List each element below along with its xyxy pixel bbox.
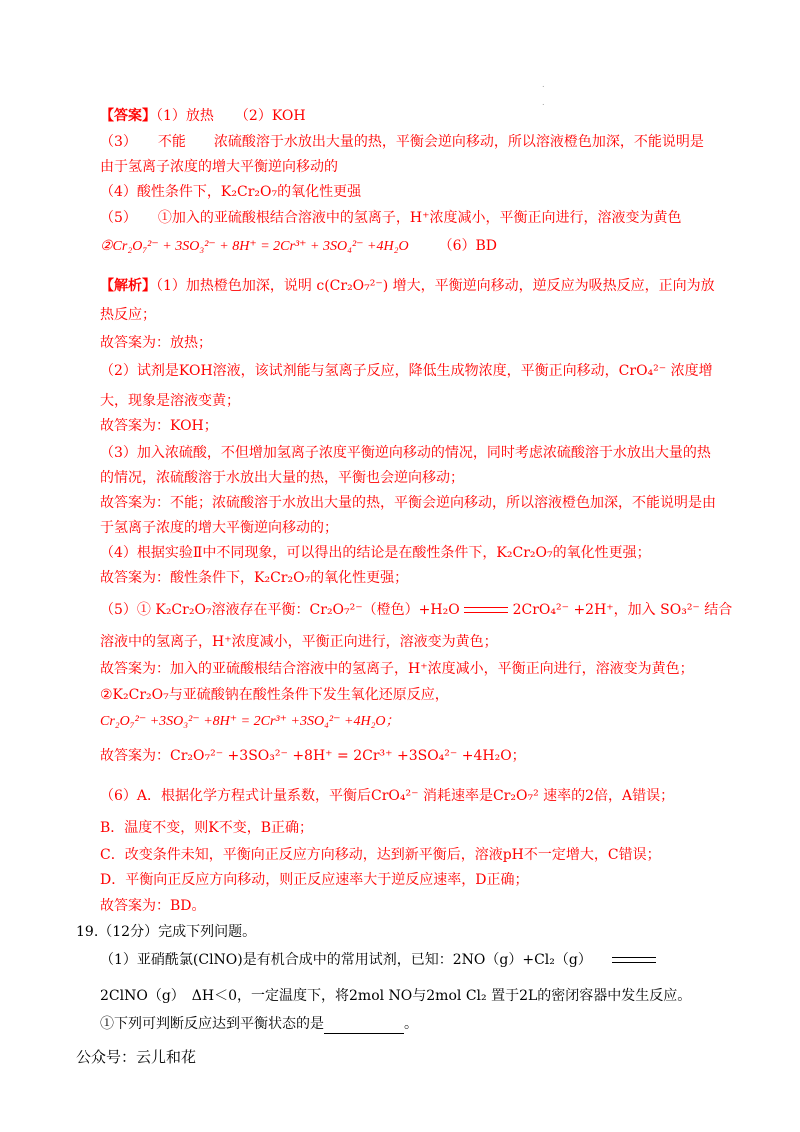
answer-line-1 bbox=[100, 106, 306, 126]
analysis-line-10: 于氢离子浓度的增大平衡逆向移动的； bbox=[100, 520, 338, 536]
equilibrium-arrow-icon bbox=[464, 603, 508, 617]
analysis-line-6: 故答案为：KOH； bbox=[100, 418, 218, 434]
equilibrium-arrow-icon bbox=[612, 953, 652, 967]
answer-line-6 bbox=[100, 236, 497, 257]
analysis-line-23: 故答案为：BD。 bbox=[100, 898, 206, 914]
answer-line-3: 由于氢离子浓度的增大平衡逆向移动的 bbox=[100, 159, 338, 175]
answer-label: 【答案】 bbox=[100, 108, 156, 124]
analysis-line-5: 大，现象是溶液变黄； bbox=[100, 393, 240, 409]
analysis-line-18: 故答案为：Cr₂O₇²⁻ +3SO₃²⁻ +8H⁺ = 2Cr³⁺ +3SO₄²⁻ +4H₂O； bbox=[100, 748, 526, 764]
analysis-line-14: 溶液中的氢离子，H⁺浓度减小，平衡正向进行，溶液变为黄色； bbox=[100, 634, 498, 650]
analysis-line-9: 故答案为：不能；浓硫酸溶于水放出大量的热，平衡会逆向移动，所以溶液橙色加深，不能说明是由 bbox=[100, 495, 716, 511]
analysis-line-22: D．平衡向正反应方向移动，则正反应速率大于逆反应速率，D正确； bbox=[100, 872, 529, 888]
answer-blank[interactable] bbox=[324, 1019, 404, 1034]
question-19-line-3 bbox=[100, 1014, 418, 1034]
analysis-line-17: Cr₂O₇²⁻ +3SO₃²⁻ +8H⁺ = 2Cr³⁺ +3SO₄²⁻ +4H₂O； bbox=[100, 714, 400, 729]
analysis-line-21: C．改变条件未知，平衡向正反应方向移动，达到新平衡后，溶液pH不一定增大，C错误； bbox=[100, 847, 661, 863]
question-19-line-1 bbox=[100, 950, 652, 970]
analysis-text-13a: （5）① K₂Cr₂O₇溶液存在平衡：Cr₂O₇²⁻（橙色）+H₂O bbox=[100, 602, 460, 618]
question-19-prompt: ①下列可判断反应达到平衡状态的是 bbox=[100, 1016, 324, 1032]
analysis-line-13 bbox=[100, 600, 732, 620]
question-19-end: 。 bbox=[404, 1016, 418, 1032]
scan-dots: . . bbox=[542, 80, 545, 107]
answer-line-5: （5） ①加入的亚硫酸根结合溶液中的氢离子，H⁺浓度减小，平衡正向进行，溶液变为黄色 bbox=[100, 210, 682, 226]
analysis-line-4: （2）试剂是KOH溶液，该试剂能与氢离子反应，降低生成物浓度，平衡正向移动，CrO₄²⁻ 浓度增 bbox=[100, 363, 713, 379]
analysis-line-20: B．温度不变，则K不变，B正确； bbox=[100, 820, 314, 836]
analysis-line-1 bbox=[100, 276, 715, 296]
analysis-line-2: 热反应； bbox=[100, 307, 156, 323]
analysis-line-3: 故答案为：放热； bbox=[100, 335, 212, 351]
answer-line-2: （3） 不能 浓硫酸溶于水放出大量的热，平衡会逆向移动，所以溶液橙色加深，不能说明是 bbox=[100, 134, 704, 150]
answer-text-1: （1）放热 （2）KOH bbox=[156, 108, 306, 124]
analysis-line-15: 故答案为：加入的亚硫酸根结合溶液中的氢离子，H⁺浓度减小，平衡正向进行，溶液变为黄色； bbox=[100, 661, 694, 677]
question-19-line-2: 2ClNO（g） ΔH＜0，一定温度下，将2mol NO与2mol Cl₂ 置于2L的密闭容器中发生反应。 bbox=[100, 988, 692, 1004]
question-19-text-1: （1）亚硝酰氯(ClNO)是有机合成中的常用试剂，已知：2NO（g）+Cl₂（g） bbox=[100, 952, 592, 968]
question-19-heading: 19.（12分）完成下列问题。 bbox=[76, 924, 257, 940]
answer-line-4: （4）酸性条件下，K₂Cr₂O₇的氧化性更强 bbox=[100, 184, 362, 200]
analysis-label: 【解析】 bbox=[100, 278, 156, 294]
footer-watermark: 公众号：云儿和花 bbox=[76, 1048, 197, 1066]
analysis-line-7: （3）加入浓硫酸，不但增加氢离子浓度平衡逆向移动的情况，同时考虑浓硫酸溶于水放出大量的热 bbox=[100, 445, 711, 461]
answer-text-6: （6）BD bbox=[438, 238, 498, 254]
analysis-line-11: （4）根据实验Ⅱ中不同现象，可以得出的结论是在酸性条件下，K₂Cr₂O₇的氧化性更强； bbox=[100, 545, 651, 561]
analysis-line-19: （6）A．根据化学方程式计量系数，平衡后CrO₄²⁻ 消耗速率是Cr₂O₇² 速率的2倍，A错误； bbox=[100, 788, 675, 804]
analysis-text-1: （1）加热橙色加深，说明 c(Cr₂O₇²⁻) 增大，平衡逆向移动，逆反应为吸热反应，正向为放 bbox=[156, 278, 715, 294]
analysis-line-8: 的情况，浓硫酸溶于水放出大量的热，平衡也会逆向移动； bbox=[100, 470, 464, 486]
analysis-line-16: ②K₂Cr₂O₇与亚硫酸钠在酸性条件下发生氧化还原反应， bbox=[100, 687, 449, 703]
answer-equation: ②Cr₂O₇²⁻ + 3SO₃²⁻ + 8H⁺ = 2Cr³⁺ + 3SO₄²⁻ +4H₂O bbox=[100, 239, 409, 254]
analysis-line-12: 故答案为：酸性条件下，K₂Cr₂O₇的氧化性更强； bbox=[100, 570, 409, 586]
analysis-text-13b: 2CrO₄²⁻ +2H⁺，加入 SO₃²⁻ 结合 bbox=[512, 602, 733, 618]
